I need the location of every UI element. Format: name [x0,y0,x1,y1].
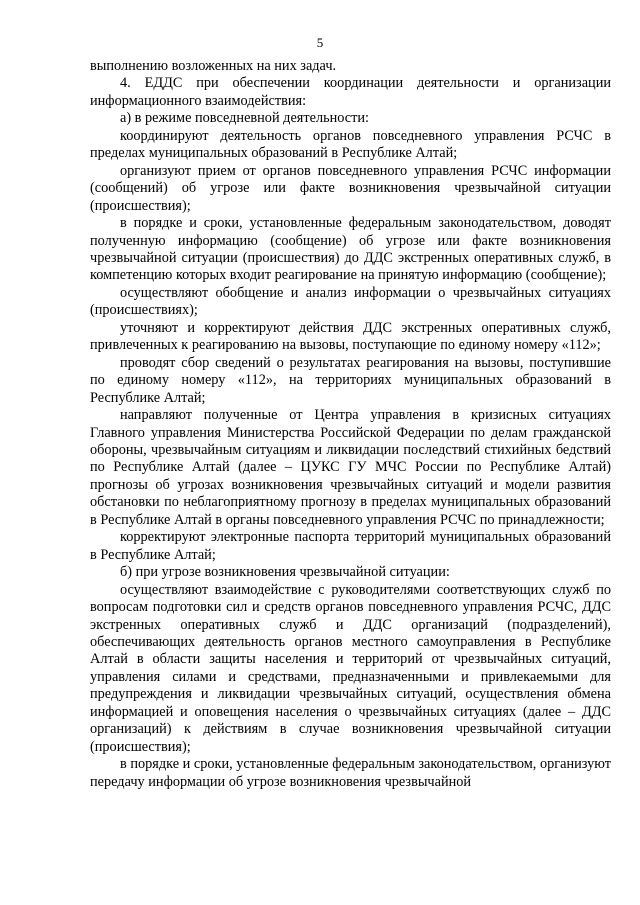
document-body [90,58,611,791]
paragraph: уточняют и корректируют действия ДДС экстренных оперативных служб, привлеченных к реагированию на вызовы, поступающие по единому номеру «112»; [90,319,611,354]
paragraph: корректируют электронные паспорта территорий муниципальных образований в Республике Алтай; [90,529,611,563]
paragraph: выполнению возложенных на них задач. [90,58,337,74]
paragraph: б) при угрозе возникновения чрезвычайной ситуации: [120,564,450,581]
page-number: 5 [316,35,324,50]
paragraph: осуществляют обобщение и анализ информации о чрезвычайных ситуациях (происшествиях); [90,284,611,319]
paragraph: в порядке и сроки, установленные федеральным законодательством, организуют передачу информации об угрозе возникновения чрезвычайной [90,756,611,790]
paragraph: организуют прием от органов повседневного управления РСЧС информации (сообщений) об угрозе или факте возникновения чрезвычайной ситуации (происшествия); [90,162,611,214]
paragraph: координируют деятельность органов повседневного управления РСЧС в пределах муниципальных образований в Республике Алтай; [90,127,611,162]
paragraph: 4. ЕДДС при обеспечении координации деятельности и организации информационного взаимодействия: [90,75,611,109]
paragraph: в порядке и сроки, установленные федеральным законодательством, доводят полученную информацию (сообщение) об угрозе или факте возникновения чрезвычайной ситуации (происшествия) до ДДС экстренных оперативных служб, в компетенцию которых входит реагирование на принятую информацию (сообщение); [90,215,611,284]
paragraph: направляют полученные от Центра управления в кризисных ситуациях Главного управления Министерства Российской Федерации по делам гражданской обороны, чрезвычайным ситуациям и ликвидации последствий стихийных бедствий по Республике Алтай (далее – ЦУКС ГУ МЧС России по Республике Алтай) прогнозы об угрозах возникновения чрезвычайных ситуаций и модели развития обстановки по неблагоприятному прогнозу в пределах муниципальных образований в Республике Алтай в органы повседневного управления РСЧС по принадлежности; [90,407,611,528]
paragraph: осуществляют взаимодействие с руководителями соответствующих служб по вопросам подготовки сил и средств органов повседневного управления РСЧС, ДДС экстренных оперативных служб и ДДС организаций (подразделений), обеспечивающих деятельность органов местного самоуправления в Республике Алтай в области защиты населения и территорий от чрезвычайных ситуаций, управления силами и средствами, предназначенными и привлекаемыми для предупреждения и ликвидации чрезвычайных ситуаций, осуществления обмена информацией и оповещения населения о чрезвычайных ситуациях (далее – ДДС организаций) к действиям в случае возникновения чрезвычайной ситуации (происшествия); [90,581,611,755]
paragraph: а) в режиме повседневной деятельности: [120,110,370,127]
paragraph: проводят сбор сведений о результатах реагирования на вызовы, поступившие по единому номеру «112», на территориях муниципальных образований в Республике Алтай; [90,354,611,406]
